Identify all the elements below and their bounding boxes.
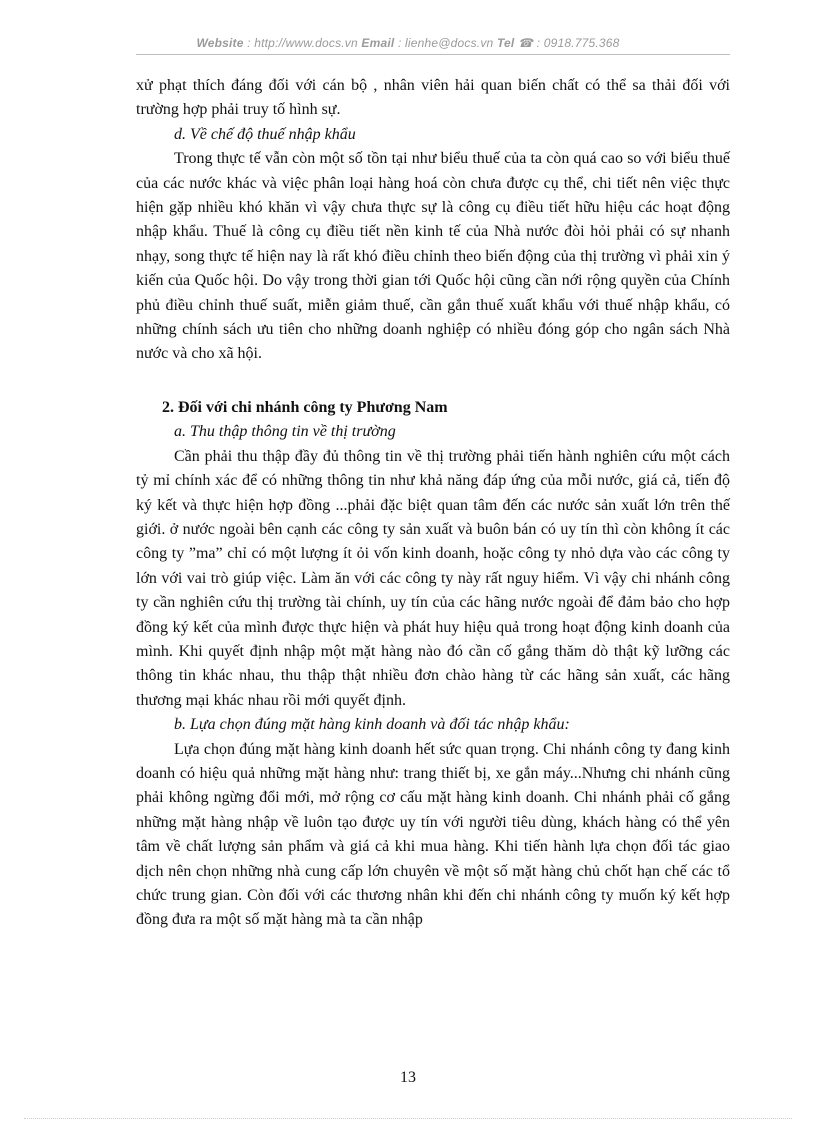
footer-rule <box>24 1118 792 1119</box>
tel-label: Tel <box>496 36 515 50</box>
tel-value: ☎ : 0918.775.368 <box>514 36 620 50</box>
intro-paragraph: xử phạt thích đáng đối với cán bộ , nhân viên hải quan biến chất có thể sa thải đối với trường hợp phải truy tố hình sự. <box>136 77 730 119</box>
paragraph-b: Lựa chọn đúng mặt hàng kinh doanh hết sức quan trọng. Chi nhánh công ty đang kinh doanh có hiệu quả những mặt hàng như: trang thiết bị, xe gắn máy...Nhưng chi nhánh cũng phải không ngừng đổi mới, mở rộng cơ cấu mặt hàng kinh doanh. Chi nhánh phải cố gắng những mặt hàng nhập về luôn tạo được uy tín với người tiêu dùng, khách hàng có thể yên tâm về chất lượng sản phẩm và giá cả khi mua hàng. Khi tiến hành lựa chọn đối tác giao dịch nên chọn những nhà cung cấp lớn chuyên về một số mặt hàng chủ chốt hạn chế các tổ chức trung gian. Còn đối với các thương nhân khi đến chi nhánh công ty muốn ký kết hợp đồng đưa ra một số mặt hàng mà ta cần nhập <box>136 740 730 929</box>
page-content <box>136 74 730 933</box>
subheading-d: d. Về chế độ thuế nhập khẩu <box>174 125 356 143</box>
subheading-b: b. Lựa chọn đúng mặt hàng kinh doanh và đối tác nhập khẩu: <box>174 716 570 734</box>
paragraph-d: Trong thực tế vẫn còn một số tồn tại như biểu thuế của ta còn quá cao so với biểu thuế của các nước khác và việc phân loại hàng hoá còn chưa được cụ thể, chi tiết nên việc thực hiện gặp nhiều khó khăn vì vậy chưa thực sự là công cụ điều tiết hữu hiệu các hoạt động nhập khẩu. Thuế là công cụ điều tiết nền kinh tế của Nhà nước đòi hỏi phải có sự nhanh nhạy, song thực tế hiện nay là rất khó điều chỉnh theo biến động của thị trường vì phải xin ý kiến của Quốc hội. Do vậy trong thời gian tới Quốc hội cũng cần nới rộng quyền của Chính phủ điều chỉnh thuế suất, miễn giảm thuế, cần gắn thuế xuất khẩu với thuế nhập khẩu, có những chính sách ưu tiên cho những doanh nghiệp có nhiều đóng góp cho ngân sách Nhà nước và cho xã hội. <box>136 150 730 363</box>
website-value: : http://www.docs.vn <box>243 36 362 50</box>
section-heading-2: 2. Đối với chi nhánh công ty Phương Nam <box>162 398 448 416</box>
paragraph-a: Cần phải thu thập đầy đủ thông tin về thị trường phải tiến hành nghiên cứu một cách tỷ mỉ chính xác để có những thông tin như khả năng đáp ứng của mỗi nước, giá cả, tiến độ ký kết và thực hiện hợp đồng ...phải đặc biệt quan tâm đến các nước sản xuất lớn trên thế giới. ở nước ngoài bên cạnh các công ty sản xuất và buôn bán có uy tín thì còn không ít các công ty ”ma” chỉ có một lượng ít ỏi vốn kinh doanh, hoặc công ty nhỏ dựa vào các công ty lớn với vai trò giúp việc. Làm ăn với các công ty này rất nguy hiểm. Vì vậy chi nhánh công ty cần nghiên cứu thị trường tài chính, uy tín của các hãng nước ngoài để đảm bảo cho hợp đồng ký kết của mình được thực hiện và phát huy hiệu quả trong hoạt động kinh doanh của mình. Khi quyết định nhập một mặt hàng nào đó cần cố gắng thăm dò thật kỹ lưỡng các thông tin khác nhau, thu thập thật nhiều đơn chào hàng từ các hãng sản xuất, các hãng thương mại khác nhau rồi mới quyết định. <box>136 447 730 709</box>
page-header <box>0 36 816 50</box>
email-value: : lienhe@docs.vn <box>394 36 497 50</box>
email-label: Email <box>361 36 395 50</box>
header-rule <box>136 54 730 55</box>
website-label: Website <box>196 36 244 50</box>
page-number: 13 <box>400 1069 416 1086</box>
subheading-a: a. Thu thập thông tin về thị trường <box>174 423 396 441</box>
